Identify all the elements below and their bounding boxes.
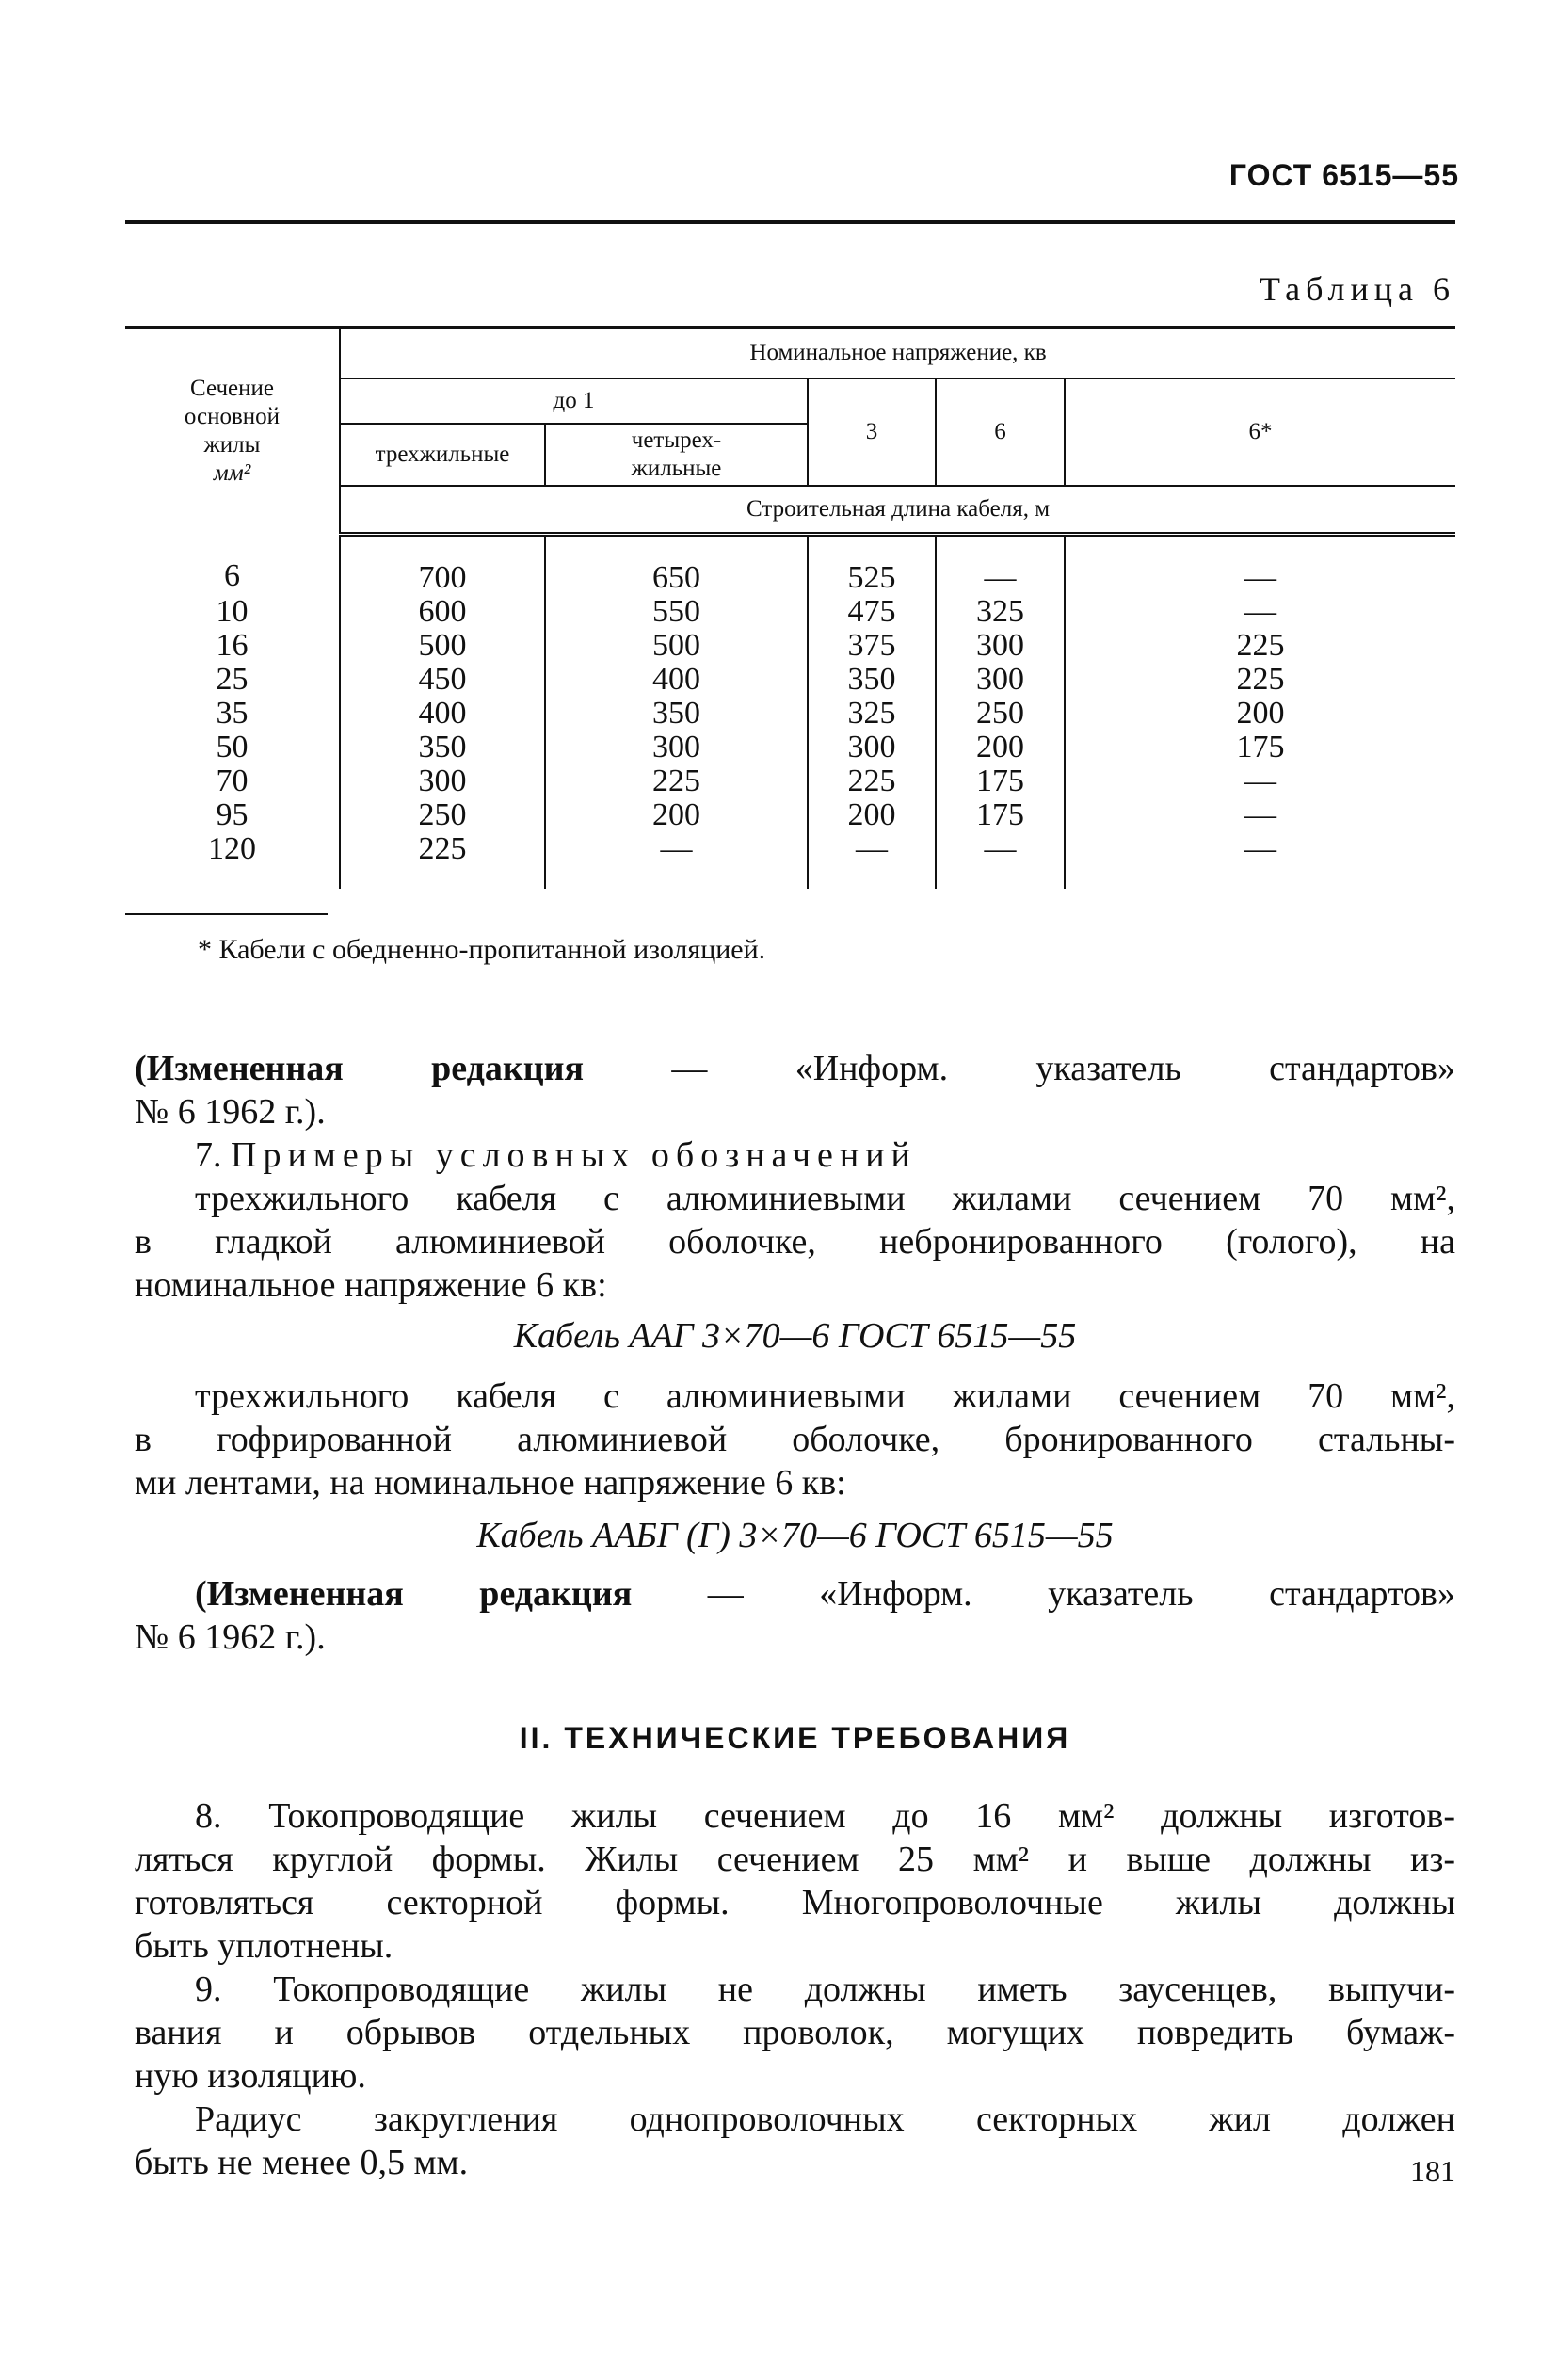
table-row <box>125 832 1455 889</box>
four-core-cell: 650 <box>545 535 808 596</box>
three-core-cell: 350 <box>340 731 545 764</box>
table-row <box>125 663 1455 697</box>
clause-7-heading: 7. Примеры условных обозначений <box>195 1135 917 1175</box>
section-title: II. ТЕХНИЧЕСКИЕ ТРЕБОВАНИЯ <box>519 1721 1071 1755</box>
section-cell: 16 <box>216 628 249 663</box>
kv3-header: 3 <box>808 378 936 486</box>
four-core-cell: 400 <box>545 663 808 697</box>
four-core-cell: 350 <box>545 697 808 731</box>
kv3-cell: 350 <box>808 663 936 697</box>
clause-8-line2: ляться круглой формы. Жилы сечением 25 мм² и выше должны из- <box>135 1840 1455 1879</box>
table-row <box>125 595 1455 629</box>
kv6star-cell: 225 <box>1065 629 1455 663</box>
clause-8-line1: 8. Токопроводящие жилы сечением до 16 мм² должны изготов- <box>195 1796 1455 1836</box>
table-body <box>125 535 1455 890</box>
voltage-header: Номинальное напряжение, кв <box>340 328 1455 379</box>
designation-1: Кабель ААГ 3×70—6 ГОСТ 6515—55 <box>513 1316 1077 1356</box>
section-cell: 70 <box>216 764 249 798</box>
kv3-cell: 200 <box>808 798 936 832</box>
kv6-cell: 200 <box>936 731 1065 764</box>
page-number: 181 <box>1410 2154 1455 2188</box>
radius-line1: Радиус закругления однопроволочных секторных жил должен <box>195 2099 1455 2139</box>
kv6star-cell: 200 <box>1065 697 1455 731</box>
cable-length-table <box>125 326 1455 889</box>
radius-line2: быть не менее 0,5 мм. <box>135 2143 469 2182</box>
three-core-cell: 500 <box>340 629 545 663</box>
four-core-cell: 550 <box>545 595 808 629</box>
kv6-cell: — <box>936 832 1065 889</box>
amendment-note-2-line2: № 6 1962 г.). <box>135 1617 326 1657</box>
kv6-cell: 175 <box>936 798 1065 832</box>
kv6-cell: 250 <box>936 697 1065 731</box>
amendment-note-1: (Измененная редакция — «Информ. указатель стандартов» <box>135 1049 1455 1088</box>
three-core-cell: 700 <box>340 535 545 596</box>
kv6star-cell: — <box>1065 595 1455 629</box>
clause-7-example-b-line2: в гофрированной алюминиевой оболочке, бронированного стальны- <box>135 1420 1455 1459</box>
header-rule <box>125 220 1455 224</box>
kv6-cell: 300 <box>936 629 1065 663</box>
kv3-cell: 325 <box>808 697 936 731</box>
kv3-cell: 525 <box>808 535 936 596</box>
section-cell: 25 <box>216 662 249 697</box>
kv6star-cell: — <box>1065 798 1455 832</box>
clause-8-line3: готовляться секторной формы. Многопроволочные жилы должны <box>135 1883 1455 1922</box>
section-cell: 50 <box>216 730 249 764</box>
upto1-header: до 1 <box>340 378 808 424</box>
section-cell: 35 <box>216 696 249 731</box>
kv6-cell: — <box>936 535 1065 596</box>
kv3-cell: — <box>808 832 936 889</box>
amendment-note-1-line2: № 6 1962 г.). <box>135 1092 326 1132</box>
clause-7-example-a-line3: номинальное напряжение 6 кв: <box>135 1265 607 1305</box>
three-core-cell: 225 <box>340 832 545 889</box>
section-cell: 120 <box>208 831 256 866</box>
clause-9-line1: 9. Токопроводящие жилы не должны иметь заусенцев, выпучи- <box>195 1970 1455 2009</box>
clause-9-line3: ную изоляцию. <box>135 2056 366 2096</box>
clause-7-example-b-line3: ми лентами, на номинальное напряжение 6 кв: <box>135 1463 846 1503</box>
kv6-cell: 325 <box>936 595 1065 629</box>
section-cell: 6 <box>224 557 240 593</box>
three-core-cell: 600 <box>340 595 545 629</box>
kv6-cell: 175 <box>936 764 1065 798</box>
three-core-cell: 300 <box>340 764 545 798</box>
length-header: Строительная длина кабеля, м <box>340 486 1455 535</box>
kv3-cell: 475 <box>808 595 936 629</box>
table-row <box>125 697 1455 731</box>
table-row <box>125 731 1455 764</box>
three-core-cell: 250 <box>340 798 545 832</box>
kv3-cell: 300 <box>808 731 936 764</box>
clause-7-example-a-line1: трехжильного кабеля с алюминиевыми жилами сечением 70 мм², <box>195 1179 1455 1218</box>
kv3-cell: 225 <box>808 764 936 798</box>
table-row <box>125 629 1455 663</box>
four-core-cell: 500 <box>545 629 808 663</box>
four-core-cell: 200 <box>545 798 808 832</box>
table-row <box>125 798 1455 832</box>
section-cell: 10 <box>216 594 249 629</box>
kv3-cell: 375 <box>808 629 936 663</box>
three-core-cell: 400 <box>340 697 545 731</box>
clause-7-example-a-line2: в гладкой алюминиевой оболочке, небронированного (голого), на <box>135 1222 1455 1262</box>
three-core-cell: 450 <box>340 663 545 697</box>
table-caption: Таблица 6 <box>1260 270 1455 308</box>
clause-8-line4: быть уплотнены. <box>135 1926 393 1966</box>
clause-9-line2: вания и обрывов отдельных проволок, могущих повредить бумаж- <box>135 2013 1455 2052</box>
three-core-header: трехжильные <box>340 424 545 486</box>
kv6-cell: 300 <box>936 663 1065 697</box>
section-cell: 95 <box>216 797 249 832</box>
table-row <box>125 764 1455 798</box>
section-header: Сечение основной жилы мм² <box>125 328 340 535</box>
four-core-header: четырех- жильные <box>545 424 808 486</box>
clause-7-example-b-line1: трехжильного кабеля с алюминиевыми жилами сечением 70 мм², <box>195 1376 1455 1416</box>
table-footnote: * Кабели с обедненно-пропитанной изоляцией. <box>198 934 766 965</box>
kv6-header: 6 <box>936 378 1065 486</box>
kv6star-header: 6* <box>1065 378 1455 486</box>
amendment-note-2: (Измененная редакция — «Информ. указатель стандартов» <box>195 1574 1455 1614</box>
four-core-cell: 225 <box>545 764 808 798</box>
kv6star-cell: — <box>1065 832 1455 889</box>
kv6star-cell: 225 <box>1065 663 1455 697</box>
kv6star-cell: 175 <box>1065 731 1455 764</box>
kv6star-cell: — <box>1065 535 1455 596</box>
table-row <box>125 535 1455 596</box>
kv6star-cell: — <box>1065 764 1455 798</box>
four-core-cell: 300 <box>545 731 808 764</box>
footnote-rule <box>125 913 328 915</box>
four-core-cell: — <box>545 832 808 889</box>
designation-2: Кабель ААБГ (Г) 3×70—6 ГОСТ 6515—55 <box>476 1516 1114 1555</box>
standard-header: ГОСТ 6515—55 <box>1228 158 1459 192</box>
